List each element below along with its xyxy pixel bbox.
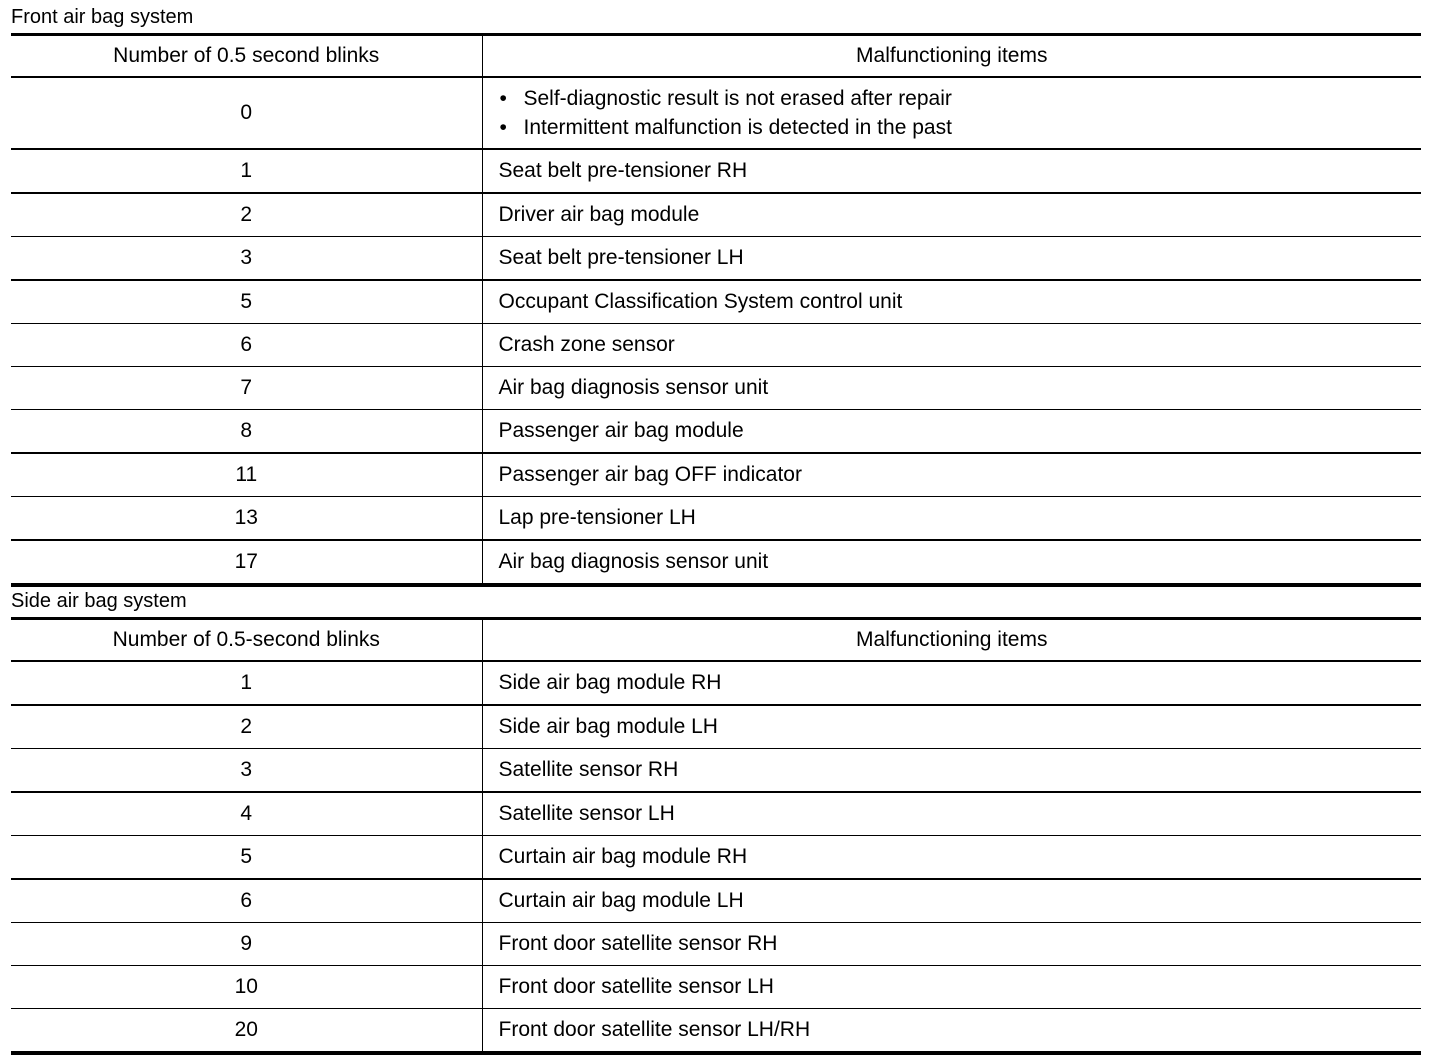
blink-count: 17: [11, 540, 482, 585]
blinks-column-header: Number of 0.5 second blinks: [11, 35, 482, 78]
malfunction-item: [482, 77, 1421, 149]
front-air-bag-section: [11, 0, 1421, 587]
table-row: [11, 749, 1421, 793]
table-row: [11, 540, 1421, 585]
blink-count: 6: [11, 879, 482, 923]
table-row: [11, 324, 1421, 367]
table-row: [11, 237, 1421, 281]
blink-count: 6: [11, 324, 482, 367]
malfunction-item: Satellite sensor LH: [482, 792, 1421, 836]
table-row: [11, 149, 1421, 193]
blink-count: 8: [11, 410, 482, 454]
table-row: [11, 367, 1421, 410]
table-row: [11, 453, 1421, 497]
malfunction-item: Seat belt pre-tensioner RH: [482, 149, 1421, 193]
blink-count: 3: [11, 749, 482, 793]
blinks-column-header: Number of 0.5-second blinks: [11, 619, 482, 662]
table-row: [11, 923, 1421, 966]
blink-count: 3: [11, 237, 482, 281]
blink-count: 5: [11, 836, 482, 880]
blink-count: 5: [11, 280, 482, 324]
malfunction-item: Crash zone sensor: [482, 324, 1421, 367]
blink-count: 2: [11, 705, 482, 749]
side-table-caption: Side air bag system: [11, 590, 187, 612]
table-row: [11, 410, 1421, 454]
malfunction-item: Side air bag module LH: [482, 705, 1421, 749]
table-row: [11, 1009, 1421, 1054]
table-row: [11, 836, 1421, 880]
table-row: [11, 497, 1421, 541]
blink-count: 11: [11, 453, 482, 497]
blink-count: 20: [11, 1009, 482, 1054]
table-header-row: [11, 35, 1421, 78]
table-row: [11, 193, 1421, 237]
malfunction-item: Curtain air bag module RH: [482, 836, 1421, 880]
side-air-bag-section: [11, 584, 1421, 1055]
malfunction-item: Front door satellite sensor LH/RH: [482, 1009, 1421, 1054]
blink-count: 13: [11, 497, 482, 541]
malfunction-item: Occupant Classification System control unit: [482, 280, 1421, 324]
blink-count: 2: [11, 193, 482, 237]
table-row: [11, 879, 1421, 923]
blink-count: 9: [11, 923, 482, 966]
malfunction-item: Driver air bag module: [482, 193, 1421, 237]
blink-count: 1: [11, 661, 482, 705]
table-row: [11, 792, 1421, 836]
table-row: [11, 280, 1421, 324]
items-column-header: Malfunctioning items: [482, 35, 1421, 78]
table-header-row: [11, 619, 1421, 662]
blink-count: 7: [11, 367, 482, 410]
blink-count: 1: [11, 149, 482, 193]
malfunction-item: Satellite sensor RH: [482, 749, 1421, 793]
bullet-item: • Self-diagnostic result is not erased after repair: [499, 84, 1422, 113]
side-blink-table: [11, 617, 1421, 1055]
blink-count: 4: [11, 792, 482, 836]
malfunction-item: Passenger air bag OFF indicator: [482, 453, 1421, 497]
malfunction-item: Air bag diagnosis sensor unit: [482, 540, 1421, 585]
malfunction-item: Seat belt pre-tensioner LH: [482, 237, 1421, 281]
malfunction-item: Passenger air bag module: [482, 410, 1421, 454]
front-blink-table: [11, 33, 1421, 587]
table-row: [11, 661, 1421, 705]
blink-count: 0: [11, 77, 482, 149]
malfunction-item: Curtain air bag module LH: [482, 879, 1421, 923]
front-table-caption: Front air bag system: [11, 6, 194, 28]
bullet-item: • Intermittent malfunction is detected in the past: [499, 113, 1422, 142]
table-row: [11, 705, 1421, 749]
malfunction-bullet-list: [499, 84, 1422, 142]
malfunction-item: Side air bag module RH: [482, 661, 1421, 705]
malfunction-item: Lap pre-tensioner LH: [482, 497, 1421, 541]
blink-count: 10: [11, 966, 482, 1009]
malfunction-item: Air bag diagnosis sensor unit: [482, 367, 1421, 410]
table-row: [11, 966, 1421, 1009]
malfunction-item: Front door satellite sensor RH: [482, 923, 1421, 966]
table-row: [11, 77, 1421, 149]
malfunction-item: Front door satellite sensor LH: [482, 966, 1421, 1009]
items-column-header: Malfunctioning items: [482, 619, 1421, 662]
